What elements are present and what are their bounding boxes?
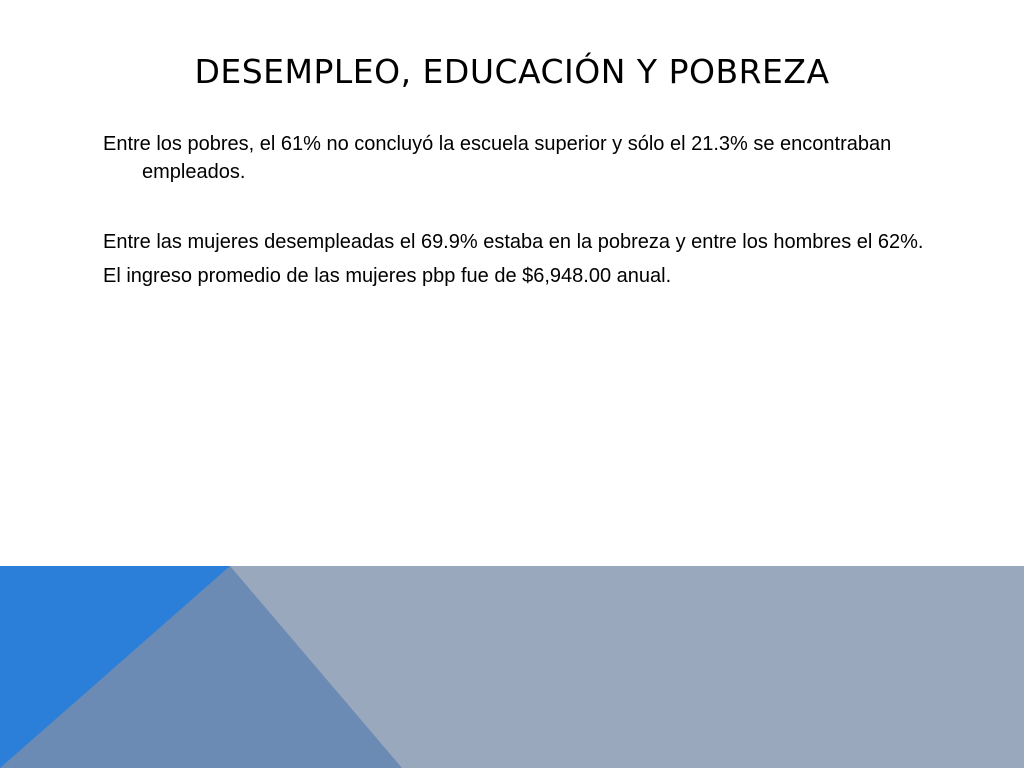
paragraph-ingreso: El ingreso promedio de las mujeres pbp fue de $6,948.00 anual. (103, 265, 672, 287)
paragraph-pobres: Entre los pobres, el 61% no concluyó la escuela superior y sólo el 21.3% se encontraban empleados. (103, 133, 892, 183)
paragraph-desempleadas: Entre las mujeres desempleadas el 69.9% estaba en la pobreza y entre los hombres el 62%. (103, 231, 924, 253)
slide-body (103, 130, 943, 290)
slide-title: DESEMPLEO, EDUCACIÓN Y POBREZA (194, 52, 830, 91)
decorative-footer-band (0, 566, 1024, 768)
paragraph-spacer (103, 186, 943, 228)
footer-shapes (0, 566, 1024, 768)
